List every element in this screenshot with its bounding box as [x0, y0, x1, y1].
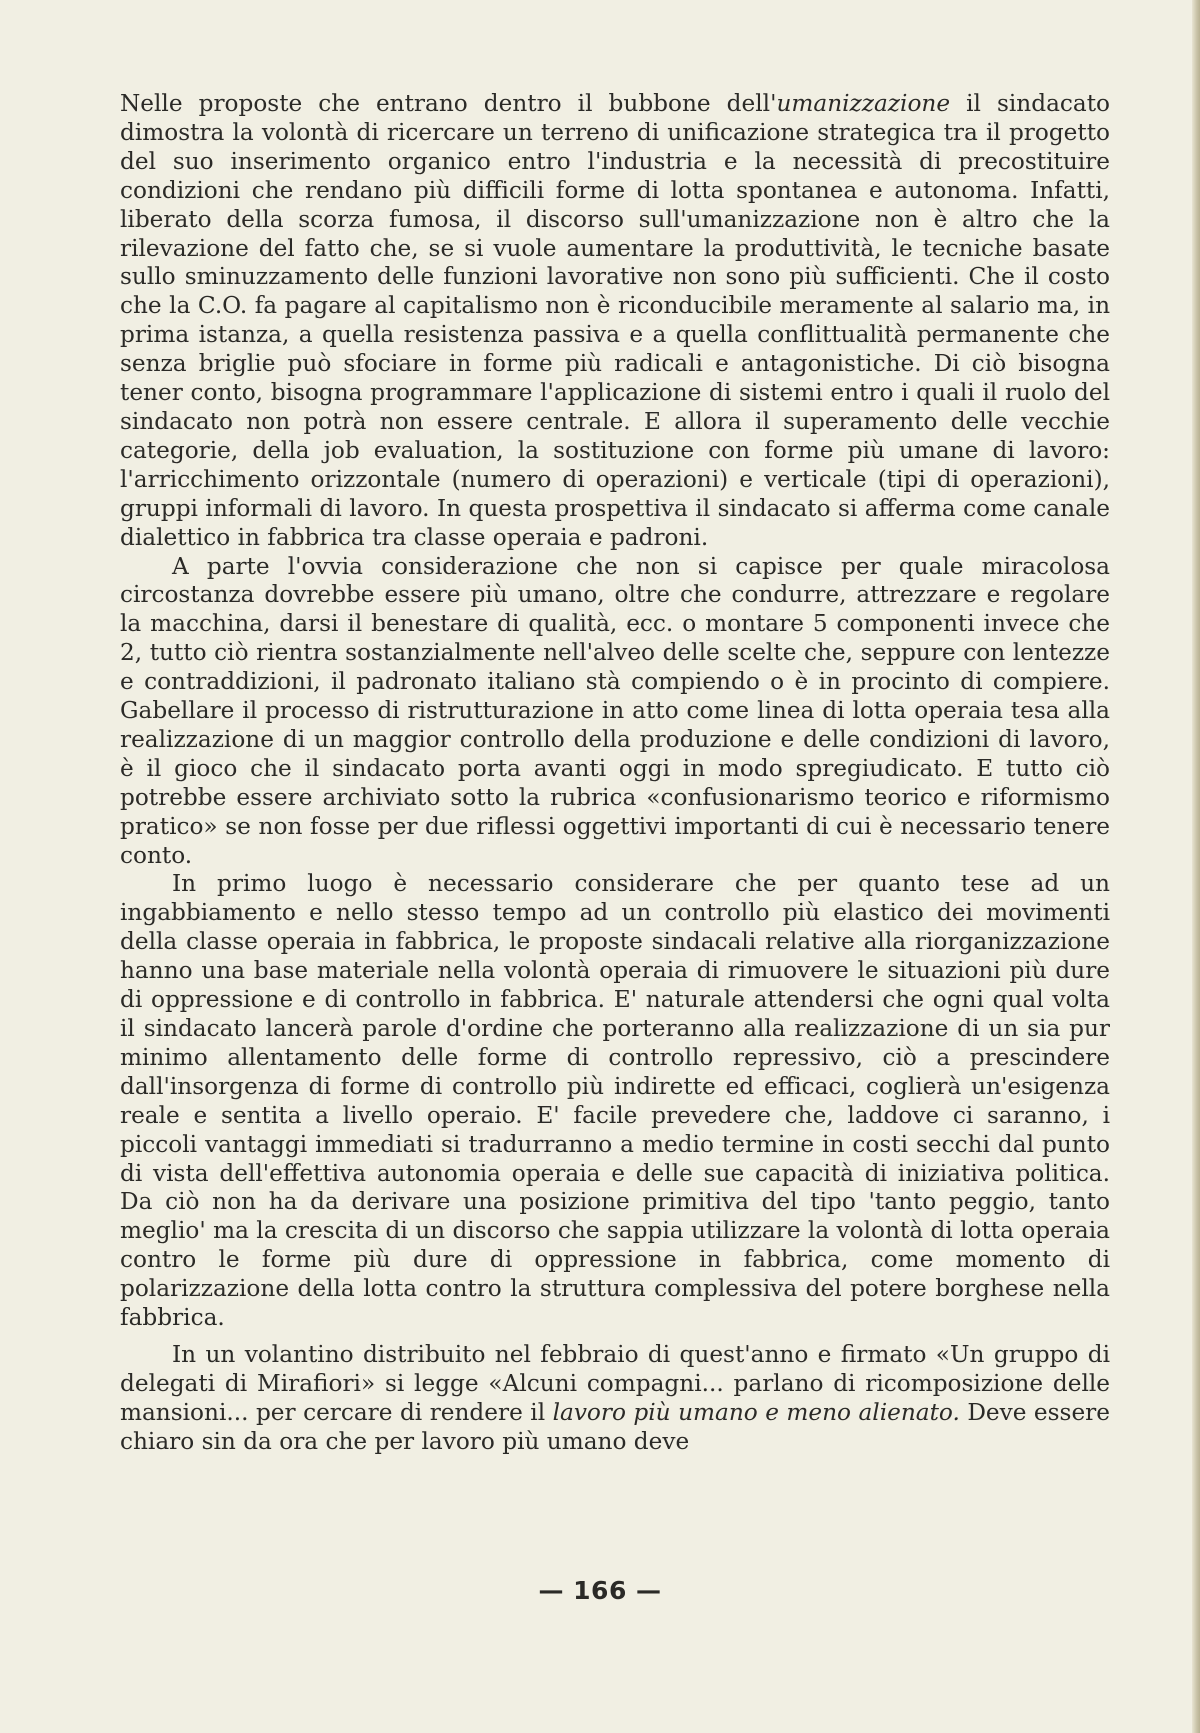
italic-phrase: lavoro più umano e meno alienato.: [552, 1398, 960, 1426]
page-number: — 166 —: [538, 1576, 662, 1605]
italic-term: umanizzazione: [776, 90, 951, 117]
body-text: [120, 90, 1110, 1457]
paragraph-1: Nelle proposte che entrano dentro il bubbone dell'umanizzazione il sindacato dimostra la volontà di ricercare un terreno di unificazione strategica tra il progetto del suo inserimento organico entro l'industria e la necessità di precostituire condizioni che rendano più difficili forme di lotta spontanea e autonoma. Infatti, liberato della scorza fumosa, il discorso sull'umanizzazione non è altro che la rilevazione del fatto che, se si vuole aumentare la produttività, le tecniche basate sullo sminuzzamento delle funzioni lavorative non sono più sufficienti. Che il costo che la C.O. fa pagare al capitalismo non è riconducibile meramente al salario ma, in prima istanza, a quella resistenza passiva e a quella conflittualità permanente che senza briglie può sfociare in forme più radicali e antagonistiche. Di ciò bisogna tener conto, bisogna programmare l'applicazione di sistemi entro i quali il ruolo del sindacato non potrà non essere centrale. E allora il superamento delle vecchie categorie, della job evaluation, la sostituzione con forme più umane di lavoro: l'arricchimento orizzontale (numero di operazioni) e verticale (tipi di operazioni), gruppi informali di lavoro. In questa prospettiva il sindacato si afferma come canale dialettico in fabbrica tra classe operaia e padroni.: [120, 90, 1110, 551]
paragraph-2: A parte l'ovvia considerazione che non si capisce per quale miracolosa circostanza dovrebbe essere più umano, oltre che condurre, attrezzare e regolare la macchina, darsi il benestare di qualità, ecc. o montare 5 componenti invece che 2, tutto ciò rientra sostanzialmente nell'alveo delle scelte che, seppure con lentezze e contraddizioni, il padronato italiano stà compiendo o è in procinto di compiere. Gabellare il processo di ristrutturazione in atto come linea di lotta operaia tesa alla realizzazione di un maggior controllo della produzione e delle condizioni di lavoro, è il gioco che il sindacato porta avanti oggi in modo spregiudicato. E tutto ciò potrebbe essere archiviato sotto la rubrica «confusionarismo teorico e riformismo pratico» se non fosse per due riflessi oggettivi importanti di cui è necessario tenere conto.: [120, 552, 1110, 869]
paragraph-4: In un volantino distribuito nel febbraio di quest'anno e firmato «Un gruppo di delegati di Mirafiori» si legge «Alcuni compagni... parlano di ricomposizione delle mansioni... per cercare di rendere il lavoro più umano e meno alienato. Deve essere chiaro sin da ora che per lavoro più umano deve: [120, 1340, 1110, 1455]
paragraph-3: In primo luogo è necessario considerare che per quanto tese ad un ingabbiamento e nello stesso tempo ad un controllo più elastico dei movimenti della classe operaia in fabbrica, le proposte sindacali relative alla riorganizzazione hanno una base materiale nella volontà operaia di rimuovere le situazioni più dure di oppressione e di controllo in fabbrica. E' naturale attendersi che ogni qual volta il sindacato lancerà parole d'ordine che porteranno alla realizzazione di un sia pur minimo allentamento delle forme di controllo repressivo, ciò a prescindere dall'insorgenza di forme di controllo più indirette ed efficaci, coglierà un'esigenza reale e sentita a livello operaio. E' facile prevedere che, laddove ci saranno, i piccoli vantaggi immediati si tradurranno a medio termine in costi secchi dal punto di vista dell'effettiva autonomia operaia e delle sue capacità di iniziativa politica. Da ciò non ha da derivare una posizione primitiva del tipo 'tanto peggio, tanto meglio' ma la crescita di un discorso che sappia utilizzare la volontà di lotta operaia contro le forme più dure di oppressione in fabbrica, come momento di polarizzazione della lotta contro la struttura complessiva del potere borghese nella fabbrica.: [120, 870, 1110, 1332]
page-spine-edge: [1192, 0, 1200, 1733]
